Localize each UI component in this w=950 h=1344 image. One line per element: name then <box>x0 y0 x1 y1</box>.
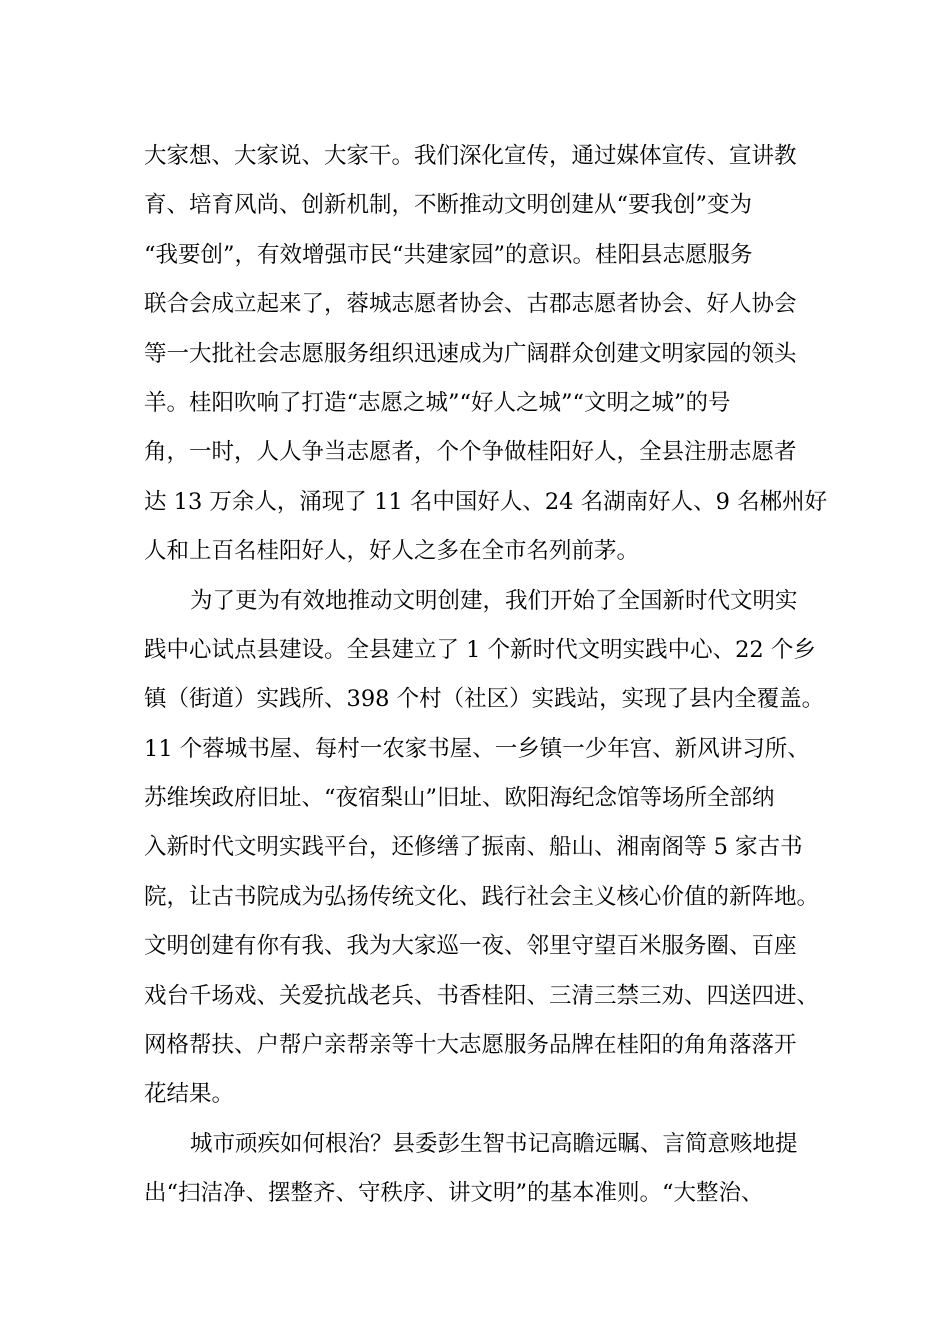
text-line: 院，让古书院成为弘扬传统文化、践行社会主义核心价值的新阵地。 <box>144 883 820 910</box>
paragraph-start-line: 为了更为有效地推动文明创建，我们开始了全国新时代文明实 <box>190 587 798 614</box>
text-line: 苏维埃政府旧址、“夜宿梨山”旧址、欧阳海纪念馆等场所全部纳 <box>144 785 775 812</box>
text-line: 等一大批社会志愿服务组织迅速成为广阔群众创建文明家园的领头 <box>144 340 797 367</box>
text-line: 育、培育风尚、创新机制，不断推动文明创建从“要我创”变为 <box>144 192 753 219</box>
text-line: 大家想、大家说、大家干。我们深化宣传，通过媒体宣传、宣讲教 <box>144 143 797 169</box>
body-text <box>144 132 828 1219</box>
text-line: “我要创”，有效增强市民“共建家园”的意识。桂阳县志愿服务 <box>144 241 753 268</box>
paragraph-start-line: 城市顽疾如何根治？县委彭生智书记高瞻远瞩、言简意赅地提 <box>190 1130 798 1157</box>
text-line: 践中心试点县建设。全县建立了 1 个新时代文明实践中心、22 个乡 <box>144 636 816 663</box>
text-line: 11 个蓉城书屋、每村一农家书屋、一乡镇一少年宫、新风讲习所、 <box>144 735 810 762</box>
text-line: 文明创建有你有我、我为大家巡一夜、邻里守望百米服务圈、百座 <box>144 933 797 960</box>
text-line: 人和上百名桂阳好人，好人之多在全市名列前茅。 <box>144 538 640 565</box>
text-line: 戏台千场戏、关爱抗战老兵、书香桂阳、三清三禁三劝、四送四进、 <box>144 982 820 1009</box>
text-line: 角，一时，人人争当志愿者，个个争做桂阳好人，全县注册志愿者 <box>144 439 797 466</box>
text-line: 羊。桂阳吹响了打造“志愿之城”“好人之城”“文明之城”的号 <box>144 389 731 416</box>
text-line: 花结果。 <box>144 1081 235 1108</box>
text-line: 出“扫洁净、摆整齐、守秩序、讲文明”的基本准则。“大整治、 <box>144 1180 764 1207</box>
text-line: 网格帮扶、户帮户亲帮亲等十大志愿服务品牌在桂阳的角角落落开 <box>144 1032 797 1059</box>
text-line: 入新时代文明实践平台，还修缮了振南、船山、湘南阁等 5 家古书 <box>144 834 803 861</box>
text-line: 镇（街道）实践所、398 个村（社区）实践站，实现了县内全覆盖。 <box>144 686 825 713</box>
text-line: 联合会成立起来了，蓉城志愿者协会、古郡志愿者协会、好人协会 <box>144 291 797 318</box>
text-line: 达 13 万余人，涌现了 11 名中国好人、24 名湖南好人、9 名郴州好 <box>144 488 828 515</box>
